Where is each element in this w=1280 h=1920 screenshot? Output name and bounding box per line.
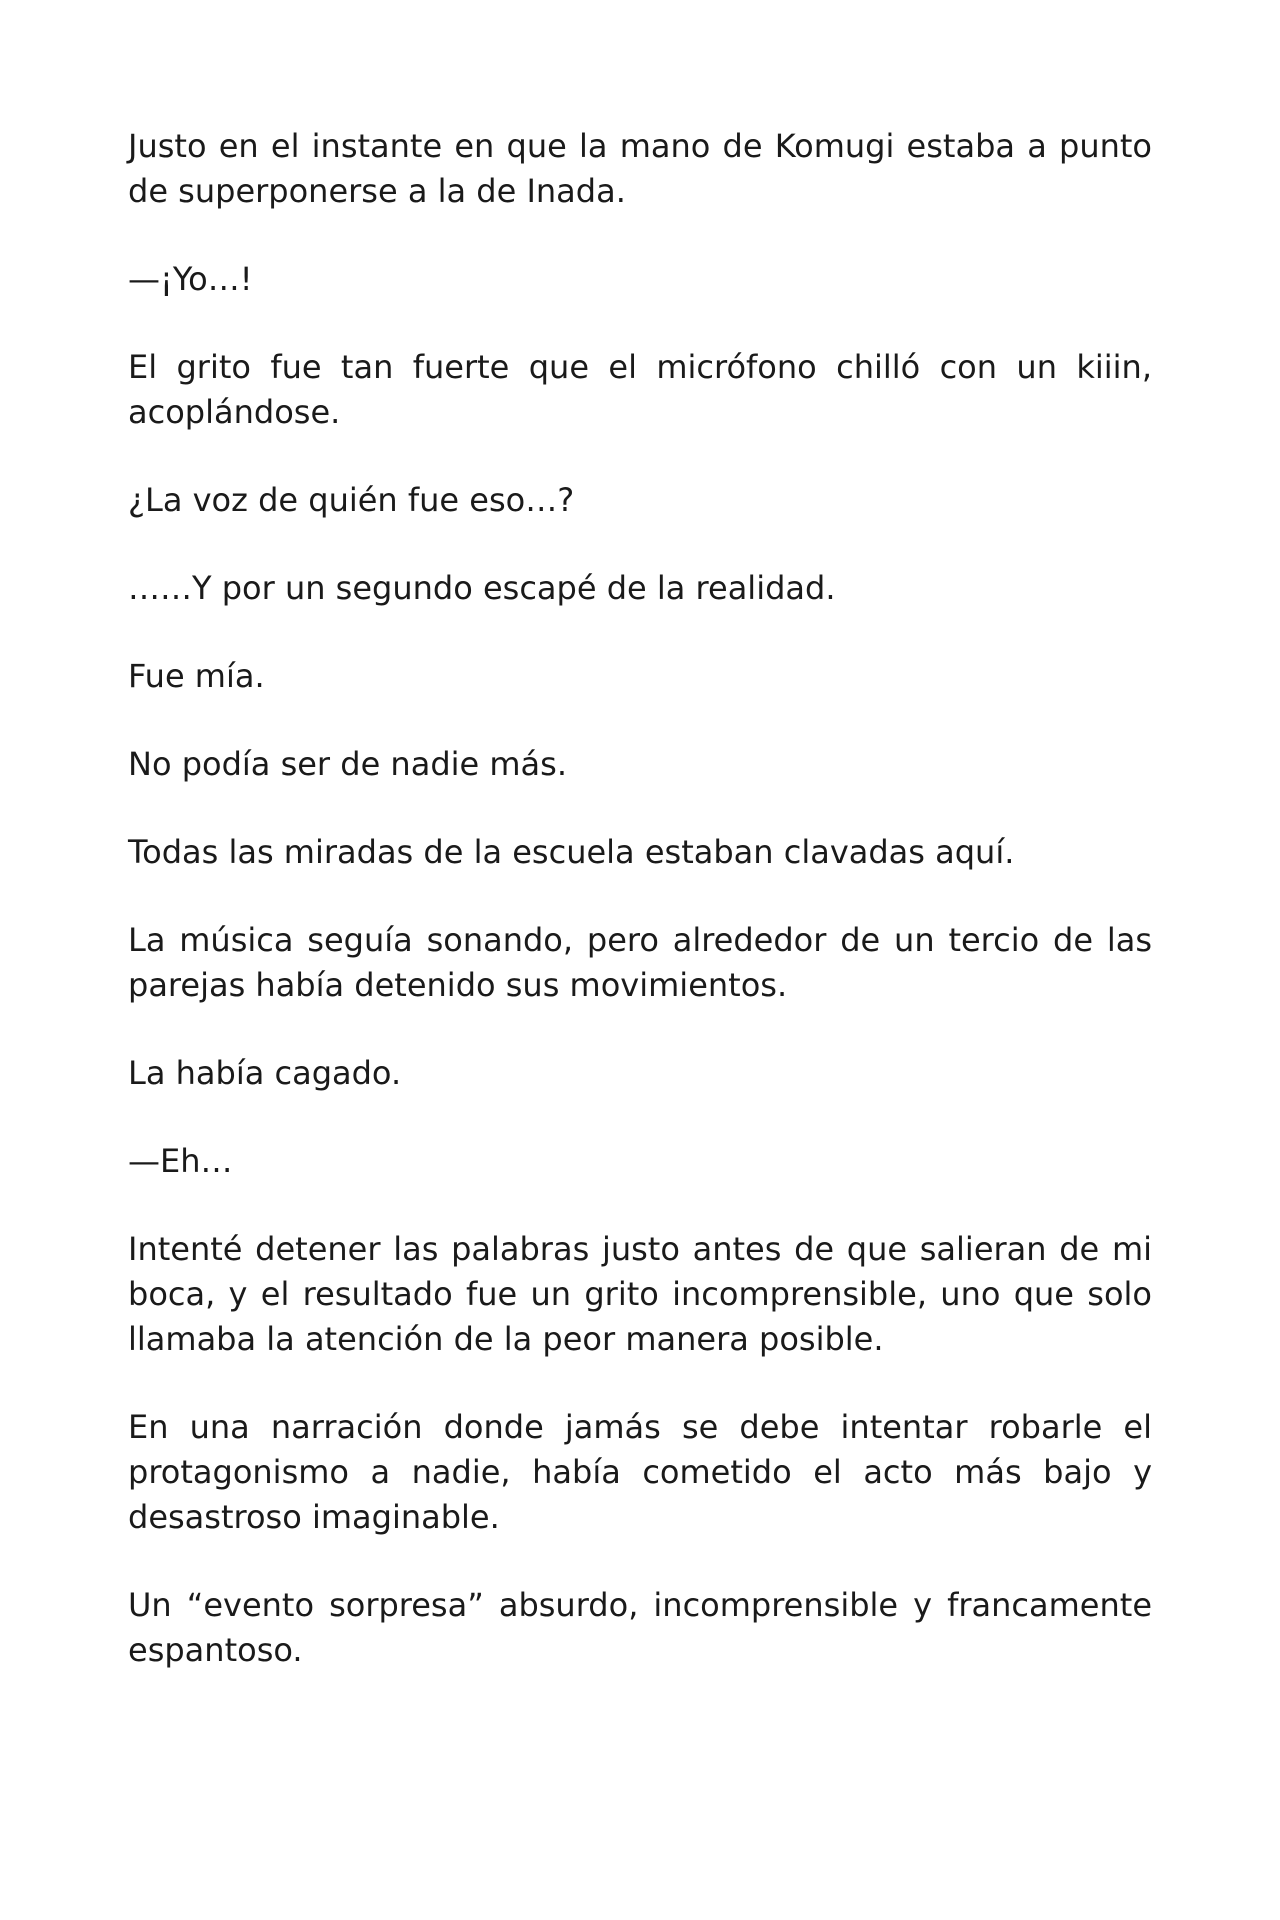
paragraph: —Eh… [128,1142,233,1180]
paragraph: Todas las miradas de la escuela estaban clavadas aquí. [128,833,1015,871]
document-page [128,124,1152,1716]
paragraph: —¡Yo…! [128,260,253,298]
paragraph: Justo en el instante en que la mano de Komugi estaba a punto de superponerse a la de Inada. [128,127,1152,210]
paragraph: Fue mía. [128,657,265,695]
paragraph: Intenté detener las palabras justo antes de que salieran de mi boca, y el resultado fue un grito incomprensible, uno que solo llamaba la atención de la peor manera posible. [128,1230,1152,1358]
paragraph: Un “evento sorpresa” absurdo, incomprensible y francamente espantoso. [128,1586,1152,1669]
paragraph: El grito fue tan fuerte que el micrófono chilló con un kiiin, acoplándose. [128,348,1152,431]
paragraph: No podía ser de nadie más. [128,745,567,783]
paragraph: ……Y por un segundo escapé de la realidad. [128,569,836,607]
paragraph: ¿La voz de quién fue eso…? [128,481,575,519]
paragraph: En una narración donde jamás se debe intentar robarle el protagonismo a nadie, había cometido el acto más bajo y desastroso imaginable. [128,1408,1152,1536]
paragraph: La había cagado. [128,1054,402,1092]
paragraph: La música seguía sonando, pero alrededor de un tercio de las parejas había detenido sus movimientos. [128,921,1152,1004]
